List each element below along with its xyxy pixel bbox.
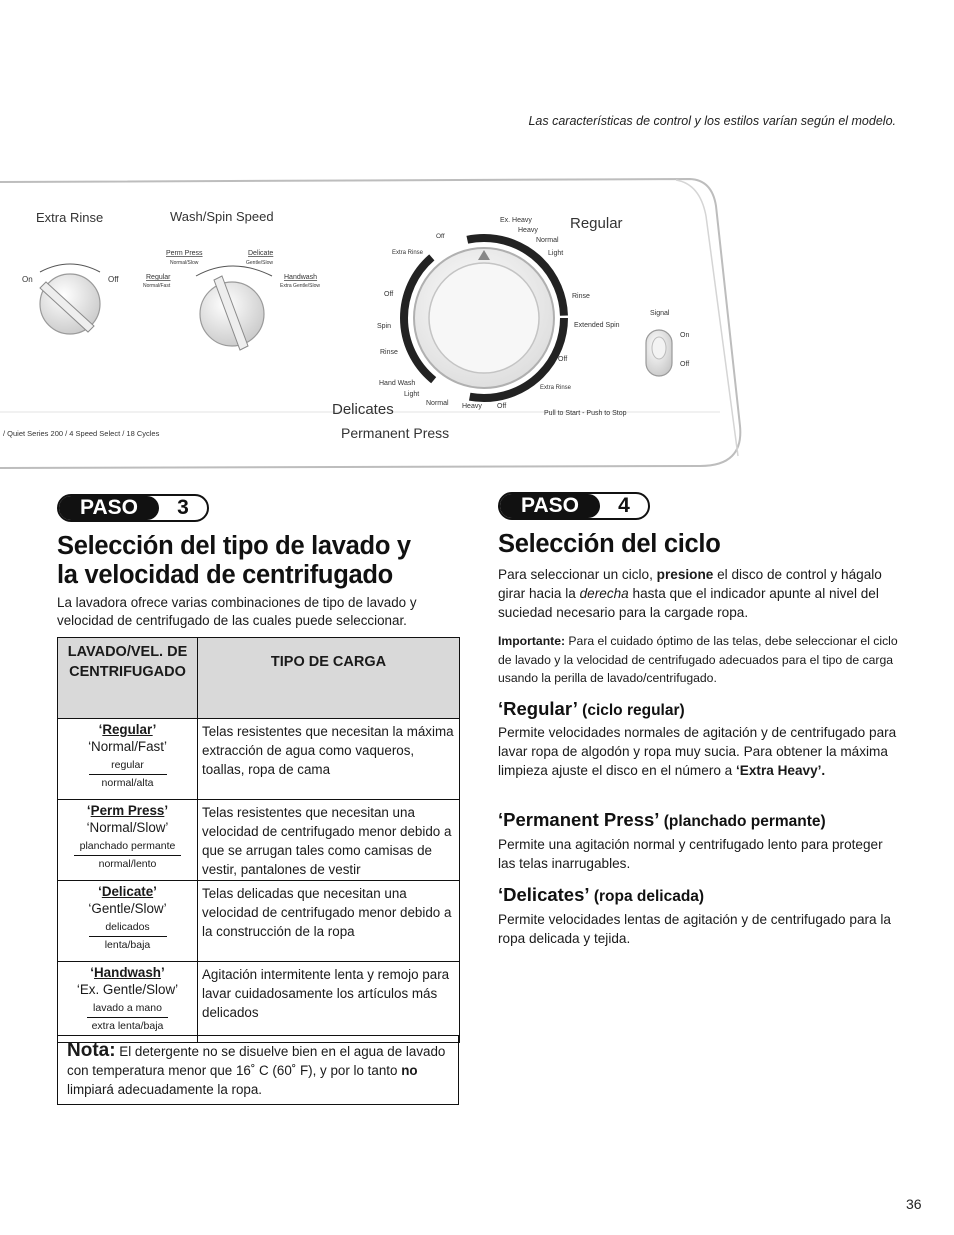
- page-number: 36: [906, 1196, 922, 1212]
- svg-text:Off: Off: [384, 291, 394, 298]
- svg-text:Pull to Start - Push to Stop: Pull to Start - Push to Stop: [544, 410, 627, 417]
- table-header-load-type: TIPO DE CARGA: [198, 638, 460, 719]
- svg-text:Handwash: Handwash: [284, 274, 318, 281]
- svg-text:Spin: Spin: [377, 323, 392, 330]
- svg-text:On: On: [22, 275, 33, 284]
- svg-text:Delicate: Delicate: [248, 250, 274, 257]
- table-header-wash-spin: LAVADO/VEL. DE CENTRIFUGADO: [58, 638, 198, 719]
- regular-heading: ‘Regular’ (ciclo regular): [498, 698, 685, 719]
- cycle-dial[interactable]: [404, 238, 564, 398]
- svg-text:Off: Off: [680, 361, 690, 368]
- step-3-badge: [57, 494, 209, 522]
- svg-text:Off: Off: [108, 275, 119, 284]
- step-4-important: Importante: Para el cuidado óptimo de las telas, debe seleccionar el ciclo de lavado y la velocidad de centrifugado adecuados para el tipo de carga usando la perilla de lavado/centrifugado.: [498, 634, 898, 685]
- table-row: ‘Delicate’ ‘Gentle/Slow’ delicados lenta/baja Telas delicadas que necesitan una velocidad de centrifugado menor debido a la construcción de la ropa: [58, 881, 460, 962]
- svg-text:Ex. Heavy: Ex. Heavy: [500, 217, 532, 224]
- delicates-cycle-label: Delicates: [332, 401, 394, 418]
- regular-description: Permite velocidades normales de agitación y de centrifugado para lavar ropa de algodón y ropa muy sucia. Para obtener la máxima limpieza ajuste el disco en el número a ‘Extra Heavy’.: [498, 725, 897, 778]
- svg-text:Gentle/Slow: Gentle/Slow: [246, 260, 273, 266]
- table-row: ‘Perm Press’ ‘Normal/Slow’ planchado permante normal/lento Telas resistentes que necesitan una velocidad de centrifugado menor debido a que se arrugan tales como camisas de vestir, pantalones de vestir: [58, 800, 460, 881]
- step-4-badge: [498, 492, 650, 520]
- extra-rinse-knob[interactable]: [40, 274, 100, 334]
- svg-text:Normal/Slow: Normal/Slow: [170, 260, 199, 266]
- svg-text:/ Quiet Series 200 / 4 Speed S: / Quiet Series 200 / 4 Speed Select / 18 Cycles: [3, 429, 160, 438]
- permanent-press-description: Permite una agitación normal y centrifugado lento para proteger las telas inarrugables.: [498, 837, 883, 871]
- svg-text:Off: Off: [436, 233, 445, 240]
- wash-spin-speed-label: Wash/Spin Speed: [170, 209, 274, 224]
- svg-text:Light: Light: [548, 250, 564, 257]
- delicates-heading: ‘Delicates’ (ropa delicada): [498, 884, 705, 905]
- step-4-badge-number: 4: [618, 494, 630, 517]
- step-3-intro: La lavadora ofrece varias combinaciones de tipo de lavado y velocidad de centrifugado de las cuales puede seleccionar.: [57, 595, 417, 628]
- svg-text:Normal: Normal: [426, 400, 449, 407]
- load-type-table: [57, 637, 460, 1043]
- svg-text:Perm Press: Perm Press: [166, 250, 203, 257]
- svg-text:Light: Light: [404, 391, 420, 398]
- svg-text:Heavy: Heavy: [518, 227, 538, 234]
- wash-spin-speed-knob[interactable]: [200, 276, 264, 350]
- svg-text:Extra Gentle/Slow: Extra Gentle/Slow: [280, 283, 321, 289]
- svg-text:On: On: [680, 332, 690, 339]
- step-3-badge-number: 3: [177, 496, 189, 519]
- svg-text:Hand Wash: Hand Wash: [379, 380, 416, 387]
- svg-text:Normal: Normal: [536, 237, 559, 244]
- regular-cycle-label: Regular: [570, 215, 623, 232]
- table-row: ‘Regular’ ‘Normal/Fast’ regular normal/alta Telas resistentes que necesitan la máxima extracción de agua como vaqueros, toallas, ropa de cama: [58, 719, 460, 800]
- nota-label: Nota:: [67, 1040, 116, 1061]
- delicates-description: Permite velocidades lentas de agitación y de centrifugado para la ropa delicada y tejida.: [498, 912, 891, 946]
- table-row: ‘Handwash’ ‘Ex. Gentle/Slow’ lavado a mano extra lenta/baja Agitación intermitente lenta y remojo para lavar cuidadosamente los artículos más delicados: [58, 962, 460, 1043]
- step-4-title: Selección del ciclo: [498, 530, 721, 558]
- header-note: Las características de control y los estilos varían según el modelo.: [528, 114, 896, 128]
- svg-text:Rinse: Rinse: [380, 349, 398, 356]
- svg-text:Heavy: Heavy: [462, 403, 482, 410]
- svg-text:Signal: Signal: [650, 310, 670, 317]
- svg-text:Regular: Regular: [146, 274, 171, 281]
- control-panel-svg: [0, 176, 770, 476]
- step-4-intro: Para seleccionar un ciclo, presione el disco de control y hágalo girar hacia la derecha hasta que el indicador apunte al nivel del suciedad necesario para la cargade ropa.: [498, 567, 882, 620]
- svg-text:Extra Rinse: Extra Rinse: [392, 250, 424, 256]
- step-3-title: Selección del tipo de lavado y la velocidad de centrifugado: [57, 532, 411, 589]
- svg-text:Extra Rinse: Extra Rinse: [540, 385, 572, 391]
- control-panel-illustration: [0, 176, 770, 476]
- permanent-press-heading: ‘Permanent Press’ (planchado permante): [498, 809, 826, 830]
- svg-text:Off: Off: [497, 403, 507, 410]
- nota-box: Nota: El detergente no se disuelve bien en el agua de lavado con temperatura menor que 16˚ C (60˚ F), y por lo tanto no limpiará adecuadamente la ropa.: [57, 1035, 459, 1105]
- step-4-badge-label: PASO: [500, 494, 600, 518]
- svg-text:Rinse: Rinse: [572, 293, 590, 300]
- permanent-press-cycle-label: Permanent Press: [341, 425, 450, 441]
- extra-rinse-label: Extra Rinse: [36, 210, 104, 225]
- signal-switch[interactable]: [646, 330, 672, 376]
- svg-text:Extended Spin: Extended Spin: [574, 322, 620, 329]
- svg-text:Normal/Fast: Normal/Fast: [143, 283, 171, 289]
- svg-text:Off: Off: [558, 356, 568, 363]
- step-3-badge-label: PASO: [59, 496, 159, 520]
